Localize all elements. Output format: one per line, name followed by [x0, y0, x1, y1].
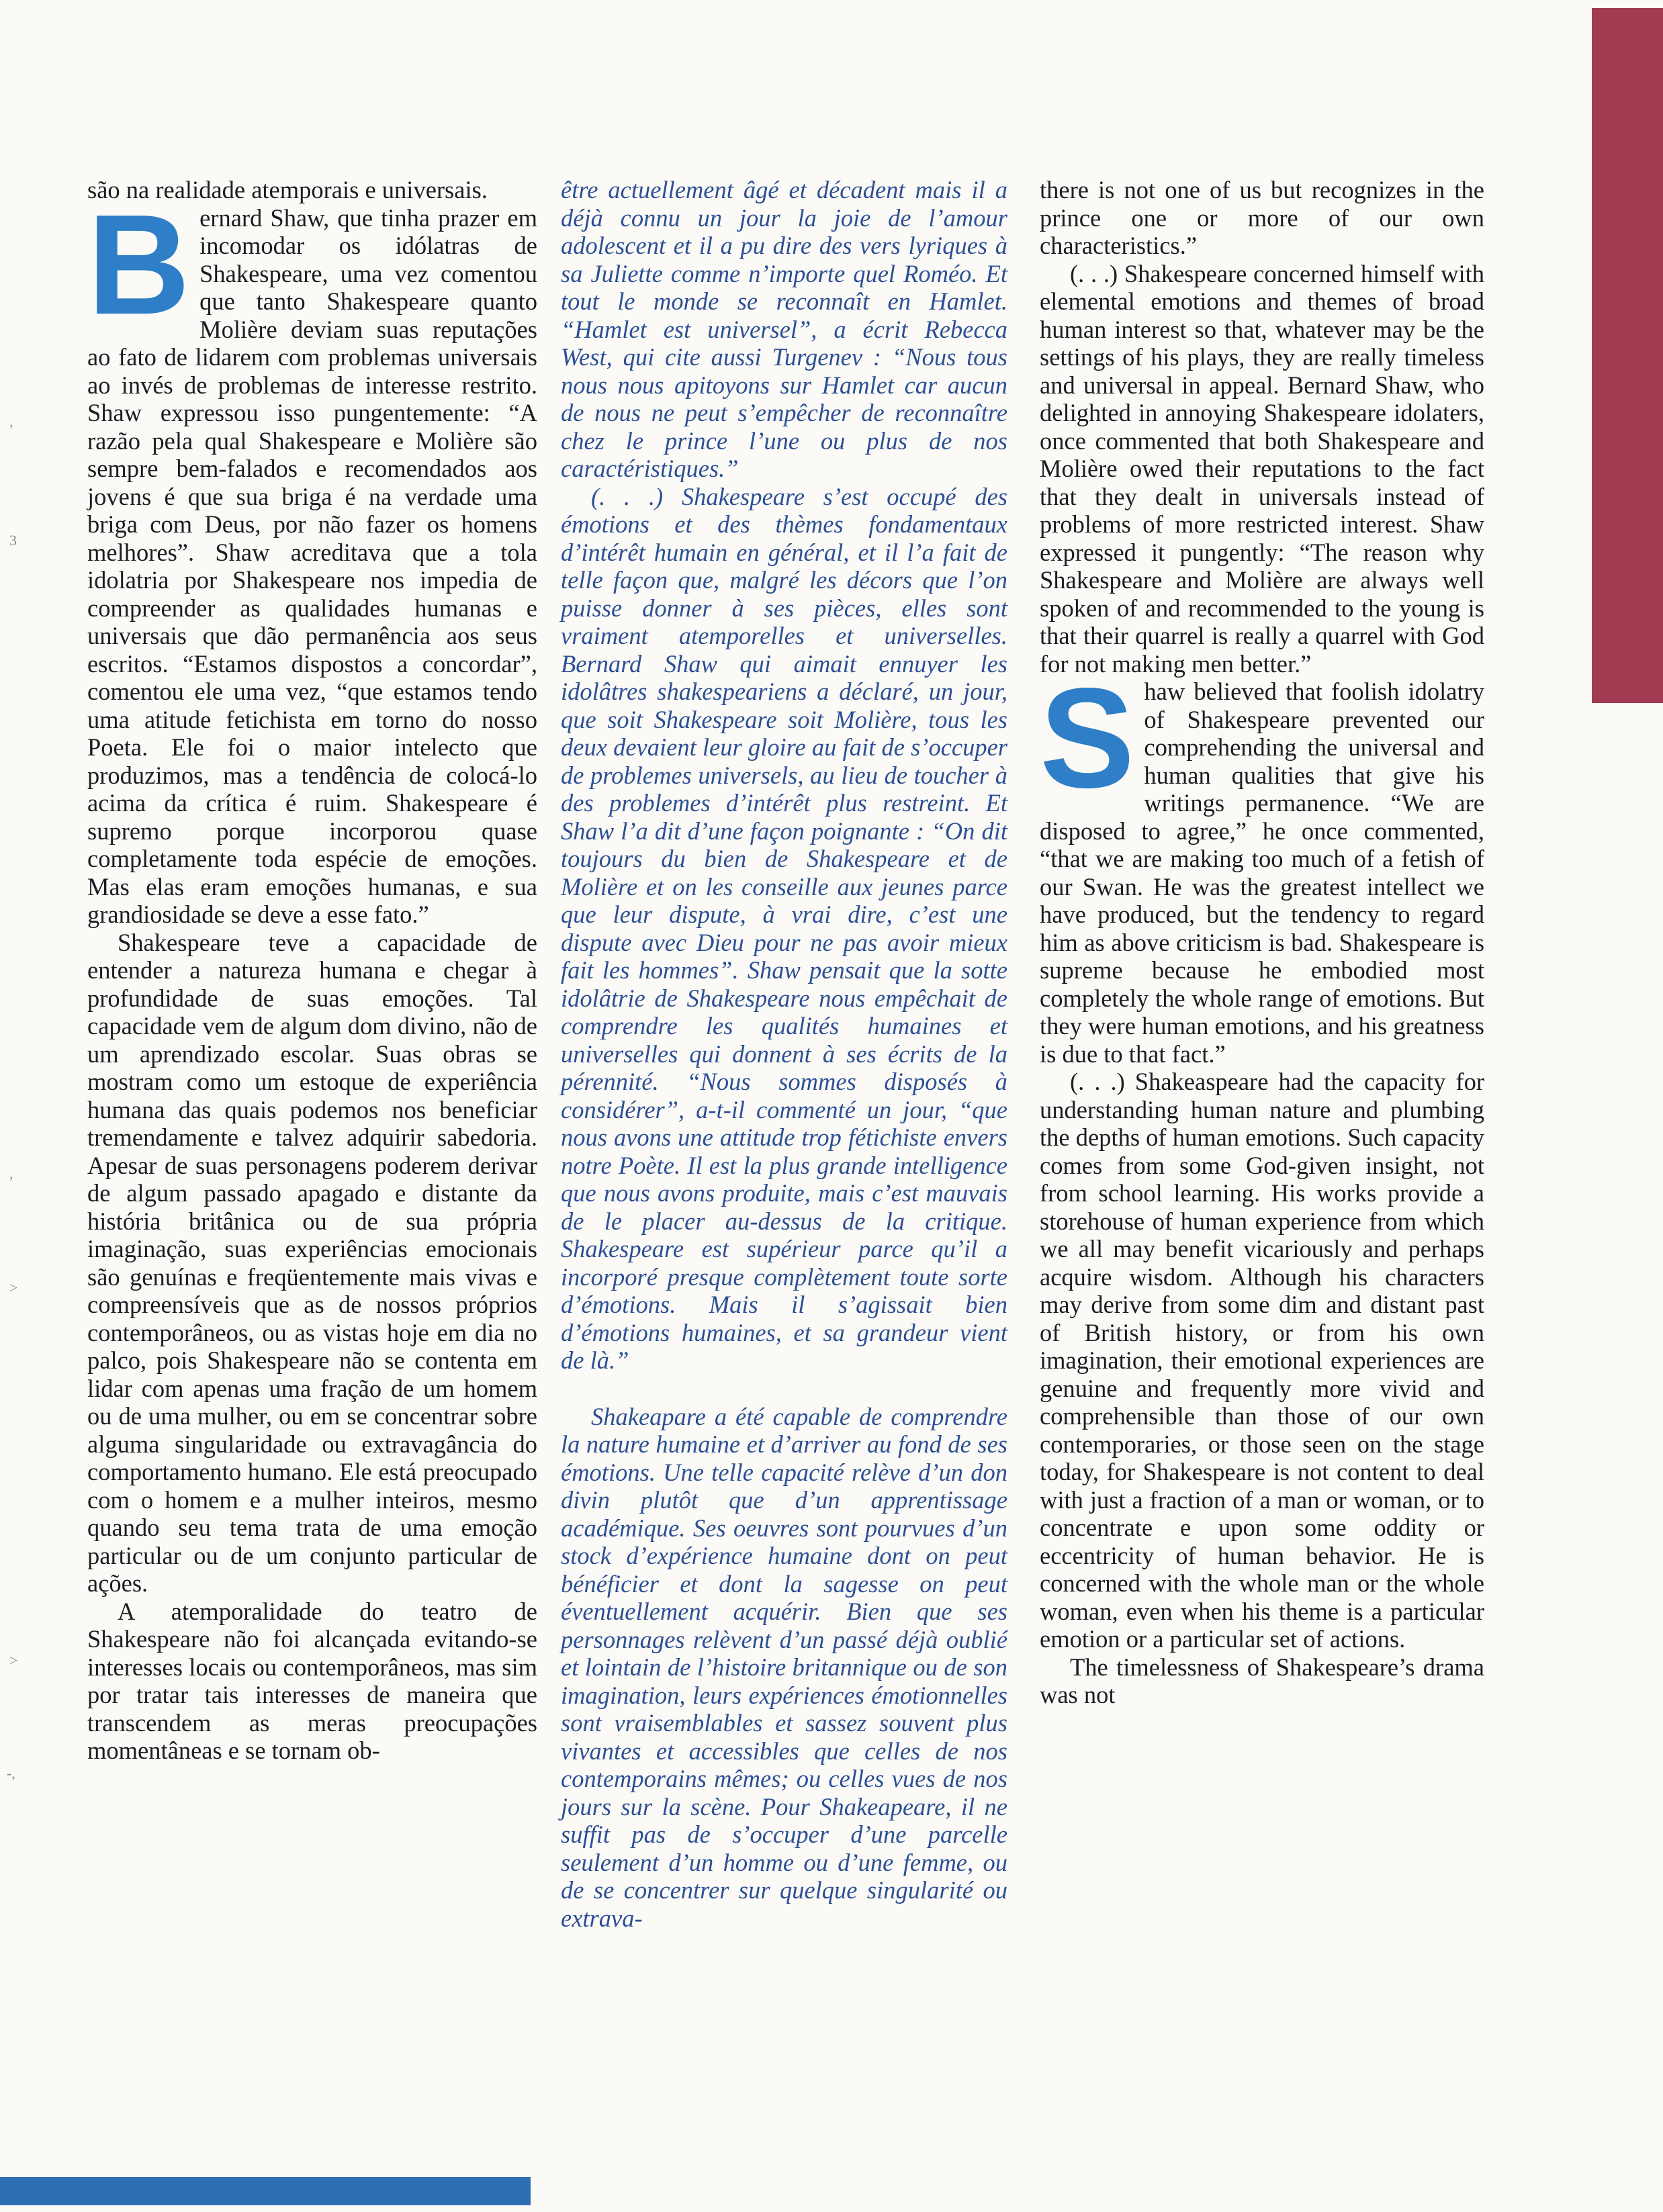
paragraph: A atemporalidade do teatro de Shakespeare não foi alcançada evitando-se interesses locais ou contemporâneos, mas sim por tratar tais interesses de maneira que transcendem as meras preocupações momentâneas e se tornam ob- [87, 1597, 537, 1764]
french-column [561, 176, 1007, 1932]
paragraph: (. . .) Shakeaspeare had the capacity for understanding human nature and plumbing the depths of human emotions. Such capacity comes from some God-given insight, not from school learning. His works provide a storehouse of human experience from which we all may benefit vicariously and perhaps acquire wisdom. Although his characters may derive from some dim and distant past of British history, or from his own imagination, their emotional experiences are genuine and frequently more vivid and comprehensible than those of our own contemporaries, or those seen on the stage today, for Shakespeare is not content to deal with just a fraction of a man or woman, or to concentrate e upon some oddity or eccentricity of human behavior. He is concerned with the whole man or the whole woman, even when his theme is a particular emotion or a particular set of actions. [1040, 1068, 1484, 1653]
paragraph: (. . .) Shakespeare s’est occupé des émotions et des thèmes fondamentaux d’intérêt humain en général, et il l’a fait de telle façon que, malgré les décors que l’on puisse donner à ses pièces, elles sont vraiment atemporelles et universelles. Bernard Shaw qui aimait ennuyer les idolâtres shakespeariens a déclaré, un jour, que soit Shakespeare soit Molière, tous les deux devaient leur gloire au fait de s’occuper de problemes universels, au lieu de toucher à des problemes d’intérêt plus restreint. Et Shaw l’a dit d’une façon poignante : “On dit toujours du bien de Shakespeare et de Molière et on les conseille aux jeunes parce que leur dispute, à vrai dire, c’est une dispute avec Dieu pour ne pas avoir mieux fait les hommes”. Shaw pensait que la sotte idolâtrie de Shakespeare nous empêchait de comprendre les qualités humaines et universelles qui donnent à ses écrits de la pérennité. “Nous sommes disposés à considérer”, a-t-il commenté un jour, “que nous avons une attitude trop fétichiste envers notre Poète. Il est la plus grande intelligence que nous avons produite, mais c’est mauvais de le placer au-dessus de la critique. Shakespeare est supérieur parce qu’il a incorporé presque complètement toute sorte d’émotions. Mais il s’agissait bien d’émotions humaines, et sa grandeur vient de là.” [561, 482, 1007, 1374]
paragraph-text: haw believed that foolish idolatry of Shakespeare prevented our comprehending the universal and human qualities that give his writings permanence. “We are disposed to agree,” he once commented, “that we are making too much of a fetish of our Swan. He was the greatest intellect we have produced, but the tendency to regard him as above criticism is bad. Shakespeare is supreme because he embodied most completely the whole range of emotions. But they were human emotions, and his greatness is due to that fact.” [1040, 678, 1484, 1068]
accent-bar [1592, 8, 1663, 703]
paragraph-gap [561, 1375, 1007, 1403]
margin-mark: > [9, 1652, 18, 1669]
paragraph: Shakeapare a été capable de comprendre la nature humaine et d’arriver au fond de ses émotions. Une telle capacité relève d’un don divin plutôt que d’un apprentissage académique. Ses oeuvres sont pourvues d’un stock d’expérience humaine dont on peut bénéficier et dont la sagesse on peut éventuellement acquérir. Bien que ses personnages relèvent d’un passé déjà oublié et lointain de l’histoire britannique ou de son imagination, leurs expériences émotionnelles sont vraisemblables et sassez souvent plus vivantes et accessibles que celles de nos contemporains mêmes; ou celles vues de nos jours sur la scène. Pour Shakeapeare, il ne suffit pas de s’occuper d’une parcelle seulement d’un homme ou d’une femme, ou de se concentrer sur quelque singularité ou extrava- [561, 1402, 1007, 1932]
margin-mark: , [9, 413, 13, 430]
paragraph-text: ernard Shaw, que tinha prazer em incomodar os idólatras de Shakespeare, uma vez comentou que tanto Shakespeare quanto Molière deviam suas reputações ao fato de lidarem com problemas universais ao invés de problemas de interesse restrito. Shaw expressou isso pungentemente: “A razão pela qual Shakespeare e Molière são sempre bem-falados e recomendados aos jovens é que sua briga é na verdade uma briga com Deus, por não fazer os homens melhores”. Shaw acreditava que a tola idolatria por Shakespeare nos impedia de compreender as qualidades humanas e universais que dão permanência aos seus escritos. “Estamos dispostos a concordar”, comentou ele uma vez, “que estamos tendo uma atitude fetichista em torno do nosso Poeta. Ele foi o maior intelecto que produzimos, mas a tendência de colocá-lo acima da crítica é ruim. Shakespeare é supremo porque incorporou quase completamente toda espécie de emoções. Mas elas eram emoções humanas, e sua grandiosidade se deve a esse fato.” [87, 203, 537, 928]
margin-mark: -, [7, 1765, 15, 1782]
drop-cap: S [1040, 658, 1135, 817]
paragraph: The timelessness of Shakespeare’s drama was not [1040, 1653, 1484, 1708]
paragraph: são na realidade atemporais e universais. [87, 176, 488, 203]
paragraph: there is not one of us but recognizes in the prince one or more of our own characteristics.” [1040, 176, 1484, 259]
drop-cap: B [87, 184, 191, 344]
bottom-bar [0, 2177, 531, 2205]
margin-mark: 3 [9, 532, 17, 549]
paragraph [1040, 658, 1484, 1068]
english-column [1040, 176, 1484, 1709]
margin-mark: > [9, 1279, 18, 1296]
paragraph: (. . .) Shakespeare concerned himself with elemental emotions and themes of broad human interest so that, whatever may be the settings of his plays, they are really timeless and universal in appeal. Bernard Shaw, who delighted in annoying Shakespeare idolaters, once commented that both Shakespeare and Molière owed their reputations to the fact that they dealt in universals instead of problems of more restricted interest. Shaw expressed it pungently: “The reason why Shakespeare and Molière are always well spoken of and recommended to the young is that their quarrel is really a quarrel with God for not making men better.” [1040, 259, 1484, 678]
paragraph: être actuellement âgé et décadent mais il a déjà connu un jour la joie de l’amour adolescent et il a pu dire des vers lyriques à sa Juliette comme n’importe quel Roméo. Et tout le monde se reconnaît en Hamlet. “Hamlet est universel”, a écrit Rebecca West, qui cite aussi Turgenev : “Nous tous nous nous apitoyons sur Hamlet car aucun de nous ne peut s’empêcher de reconnaître chez le prince l’une ou plus de nos caractéristiques.” [561, 176, 1007, 482]
paragraph: Shakespeare teve a capacidade de entender a natureza humana e chegar à profundidade de suas emoções. Tal capacidade vem de algum dom divino, não de um aprendizado escolar. Suas obras se mostram como um estoque de experiência humana das quais podemos nos beneficiar tremendamente e talvez adquirir sabedoria. Apesar de suas personagens poderem derivar de algum passado apagado e distante da história britânica ou de sua própria imaginação, suas experiências emocionais são genuínas e freqüentemente mais vivas e compreensíveis que as de nossos próprios contemporâneos, ou as vistas hoje em dia no palco, pois Shakespeare não se contenta em lidar com apenas uma fração de um homem ou de uma mulher, ou em se concentrar sobre alguma singularidade ou extravagância do comportamento humano. Ele está preocupado com o homem e a mulher inteiros, mesmo quando seu tema trata de uma emoção particular ou de um conjunto particular de ações. [87, 928, 537, 1597]
portuguese-column [87, 176, 537, 1765]
margin-mark: , [9, 1165, 13, 1182]
